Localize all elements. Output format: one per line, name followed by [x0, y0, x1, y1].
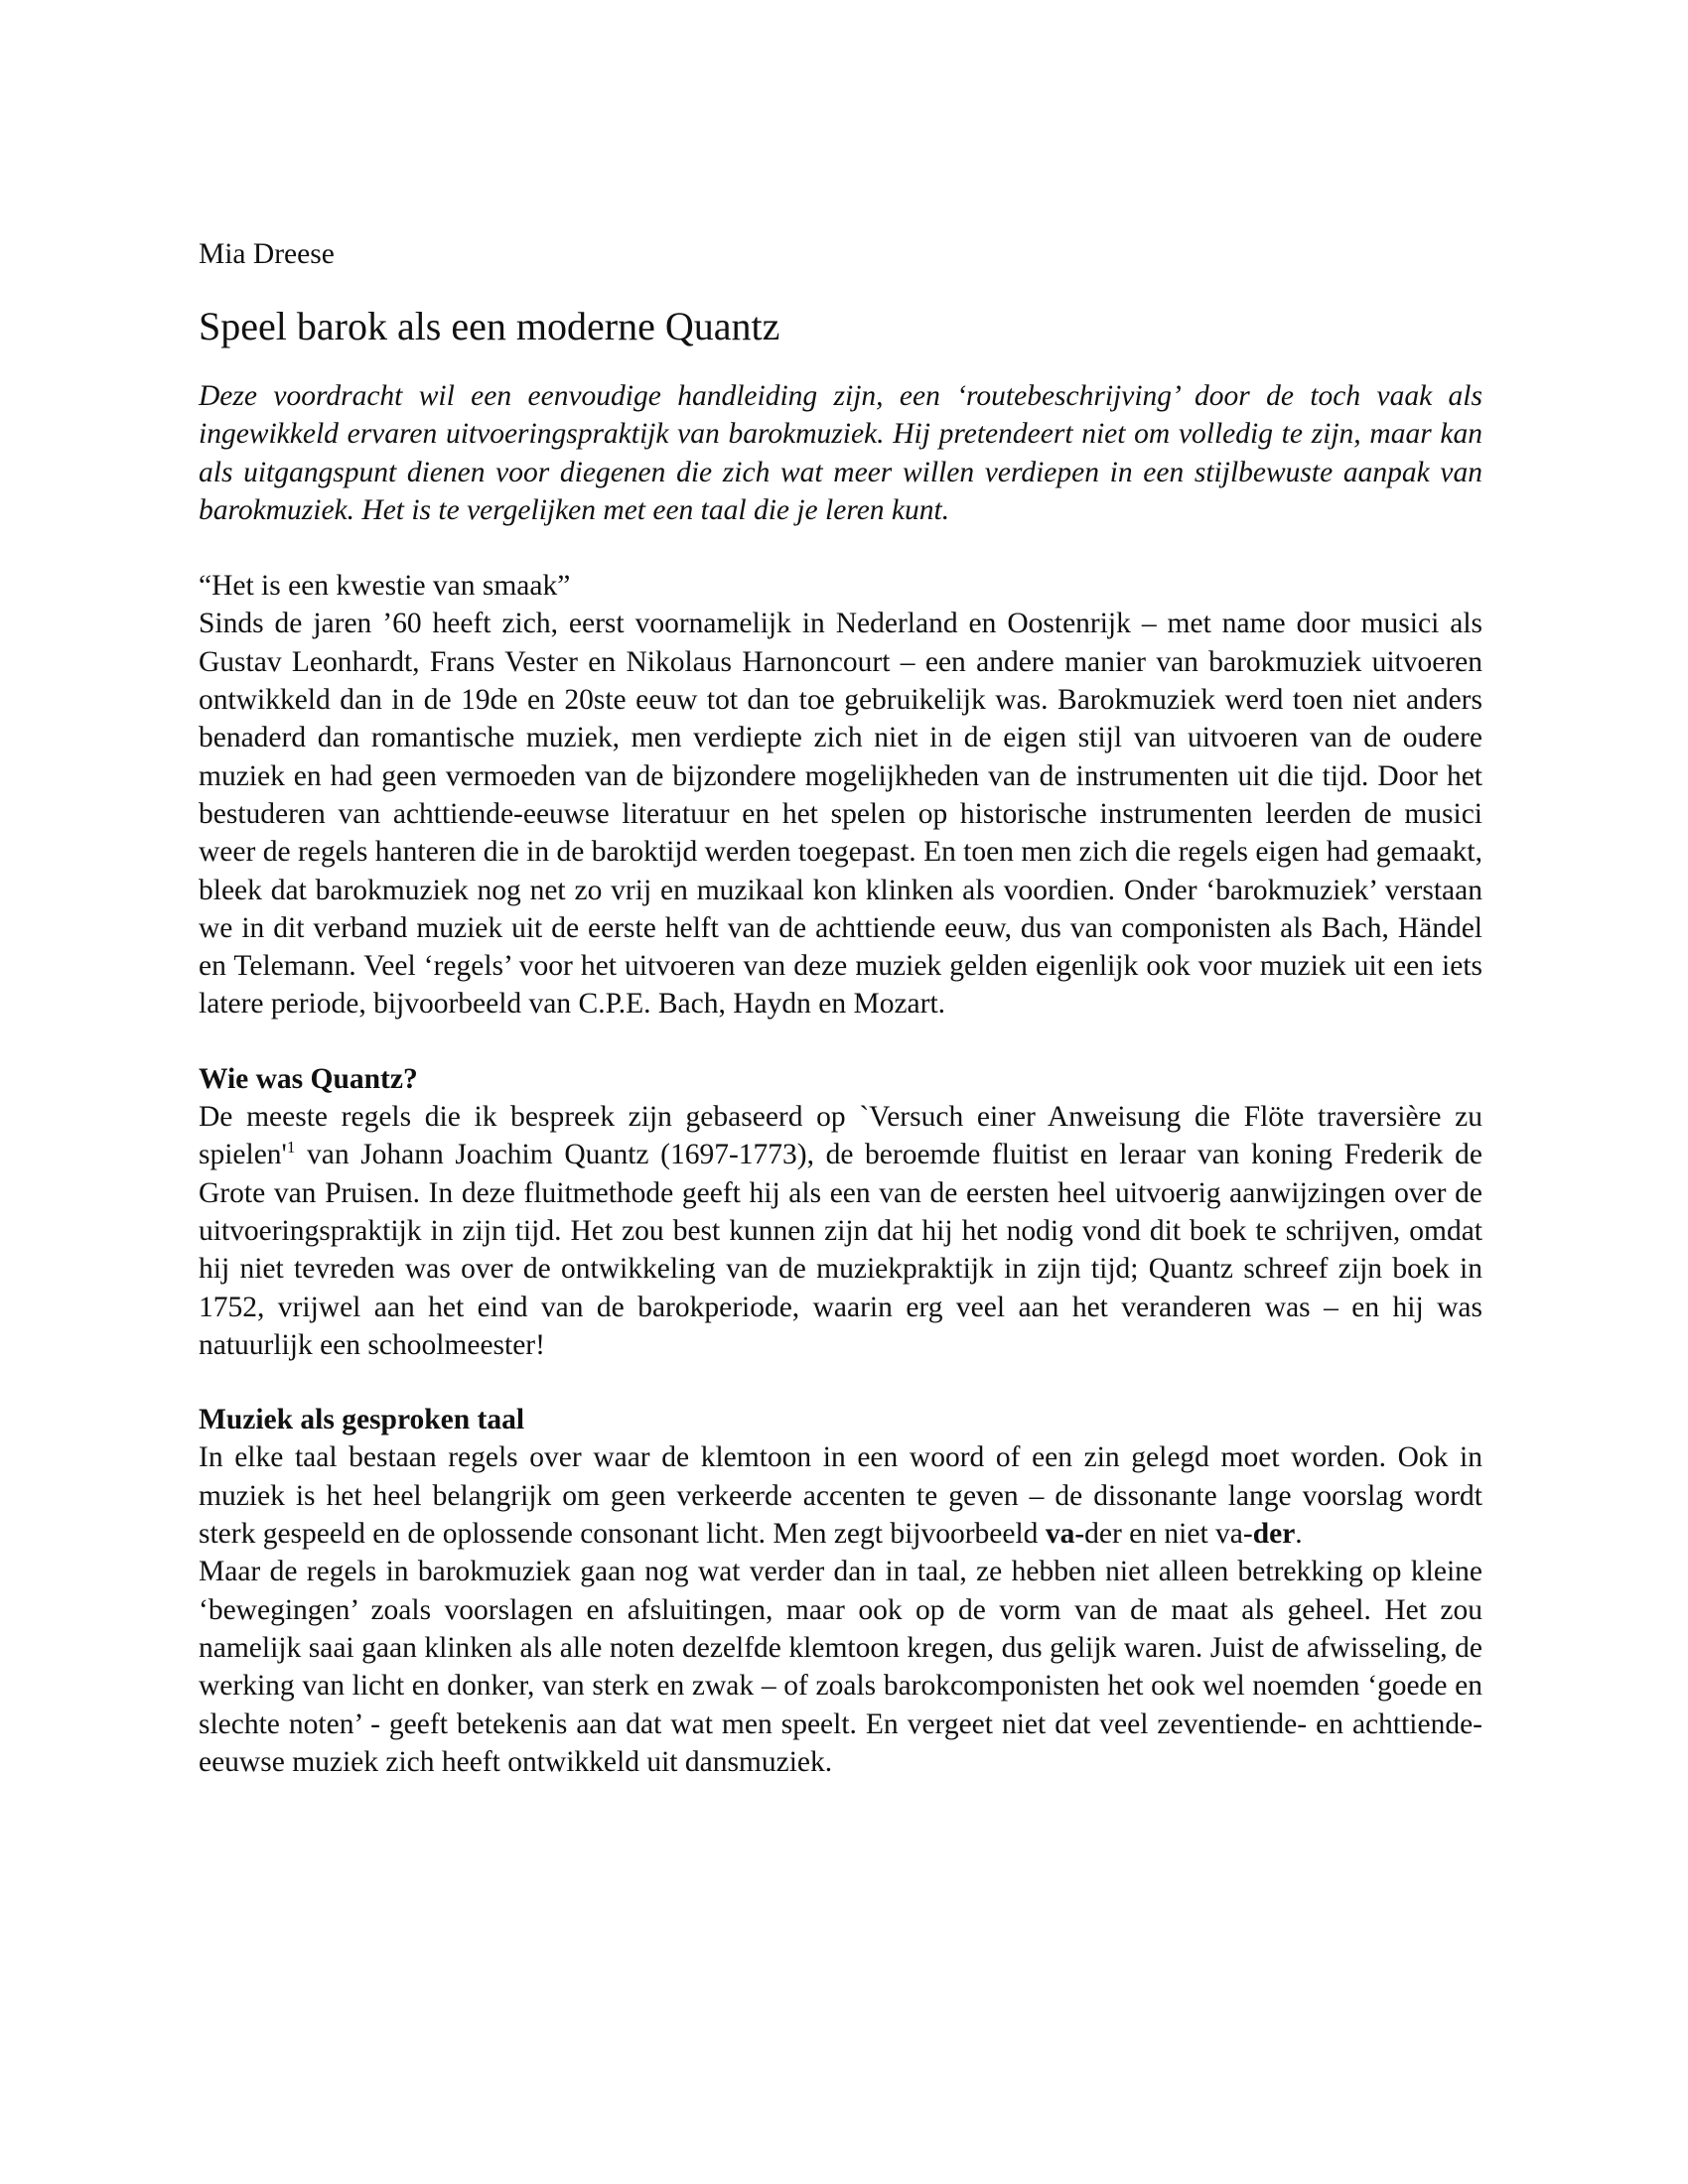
section-body-language-1	[199, 1438, 1482, 1553]
section-body-taste: Sinds de jaren ’60 heeft zich, eerst voornamelijk in Nederland en Oostenrijk – met name door musici als Gustav Leonhardt, Frans Vester en Nikolaus Harnoncourt – een andere manier van barokmuziek uitvoeren ontwikkeld dan in de 19de en 20ste eeuw tot dan toe gebruikelijk was. Barokmuziek werd toen niet anders benaderd dan romantische muziek, men verdiepte zich niet in de eigen stijl van uitvoeren van de oudere muziek en had geen vermoeden van de bijzondere mogelijkheden van de instrumenten uit die tijd. Door het bestuderen van achttiende-eeuwse literatuur en het spelen op historische instrumenten leerden de musici weer de regels hanteren die in de baroktijd werden toegepast. En toen men zich die regels eigen had gemaakt, bleek dat barokmuziek nog net zo vrij en muzikaal kon klinken als voordien. Onder ‘barokmuziek’ verstaan we in dit verband muziek uit de eerste helft van de achttiende eeuw, dus van componisten als Bach, Händel en Telemann. Veel ‘regels’ voor het uitvoeren van deze muziek gelden eigenlijk ook voor muziek uit een iets latere periode, bijvoorbeeld van C.P.E. Bach, Haydn en Mozart.	[199, 608, 1482, 1021]
body-text: In elke taal bestaan regels over waar de klemtoon in een woord of een zin gelegd moet worden. Ook in muziek is het heel belangrijk om geen verkeerde accenten te geven – de dissonante lange voorslag wordt sterk gespeeld en de oplossende consonant licht. Men zegt bijvoorbeeld	[199, 1441, 1482, 1551]
document-page	[199, 236, 1482, 1781]
section-language	[199, 1401, 1482, 1781]
page-title: Speel barok als een moderne Quantz	[199, 304, 780, 348]
section-heading-quantz: Wie was Quantz?	[199, 1062, 418, 1095]
abstract: Deze voordracht wil een eenvoudige handleiding zijn, een ‘routebeschrijving’ door de toch vaak als ingewikkeld ervaren uitvoeringspraktijk van barokmuziek. Hij pretendeert niet om volledig te zijn, maar kan als uitgangspunt dienen voor diegenen die zich wat meer willen verdiepen in een stijlbewuste aanpak van barokmuziek. Het is te vergelijken met een taal die je leren kunt.	[199, 380, 1482, 526]
section-quantz	[199, 1060, 1482, 1364]
body-text: .	[1295, 1518, 1303, 1551]
bold-syllable-1: va-	[1045, 1518, 1085, 1551]
section-body-quantz	[199, 1098, 1482, 1364]
bold-syllable-2: der	[1252, 1518, 1296, 1551]
section-heading-language: Muziek als gesproken taal	[199, 1404, 525, 1436]
footnote-marker[interactable]: 1	[286, 1138, 296, 1158]
section-body-language-2: Maar de regels in barokmuziek gaan nog wat verder dan in taal, ze hebben niet alleen betrekking op kleine ‘bewegingen’ zoals voorslagen en afsluitingen, maar ook op de vorm van de maat als geheel. Het zou namelijk saai gaan klinken als alle noten dezelfde klemtoon kregen, dus gelijk waren. Juist de afwisseling, de werking van licht en donker, van sterk en zwak – of zoals barokcomponisten het ook wel noemden ‘goede en slechte noten’ - geeft betekenis aan dat wat men speelt. En vergeet niet dat veel zeventiende- en achttiende-eeuwse muziek zich heeft ontwikkeld uit dansmuziek.	[199, 1556, 1482, 1778]
body-text: der en niet va-	[1084, 1518, 1253, 1551]
body-text-before-footnote: De meeste regels die ik bespreek zijn gebaseerd op `Versuch einer Anweisung die Flöte traversière zu spielen'	[199, 1101, 1482, 1171]
section-taste	[199, 567, 1482, 1024]
author-name: Mia Dreese	[199, 238, 335, 270]
body-text-after-footnote: van Johann Joachim Quantz (1697-1773), de beroemde fluitist en leraar van koning Frederik de Grote van Pruisen. In deze fluitmethode geeft hij als een van de eersten heel uitvoerig aanwijzingen over de uitvoeringspraktijk in zijn tijd. Het zou best kunnen zijn dat hij het nodig vond dit boek te schrijven, omdat hij niet tevreden was over de ontwikkeling van de muziekpraktijk in zijn tijd; Quantz schreef zijn boek in 1752, vrijwel aan het eind van de barokperiode, waarin erg veel aan het veranderen was – en hij was natuurlijk een schoolmeester!	[199, 1139, 1482, 1361]
section-heading-taste: “Het is een kwestie van smaak”	[199, 570, 571, 603]
